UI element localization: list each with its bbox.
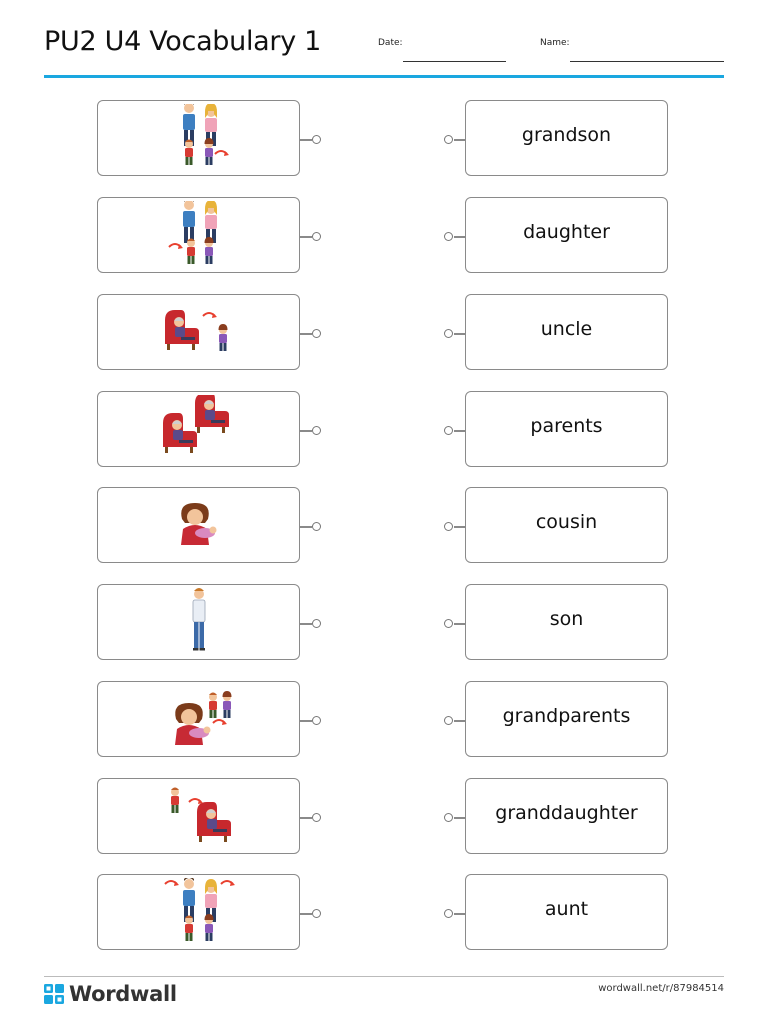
word-card-5[interactable] bbox=[465, 487, 668, 563]
woman-with-baby-picture bbox=[167, 491, 231, 559]
match-point-left-8[interactable] bbox=[312, 813, 321, 822]
wordwall-logo[interactable] bbox=[44, 982, 177, 1006]
footer-rule bbox=[44, 976, 724, 977]
match-point-right-9[interactable] bbox=[444, 909, 453, 918]
name-field-line[interactable] bbox=[570, 61, 724, 62]
match-point-left-5[interactable] bbox=[312, 522, 321, 531]
woman-with-children-picture bbox=[159, 685, 239, 753]
connector-line bbox=[300, 623, 312, 625]
picture-card-6[interactable] bbox=[97, 584, 300, 660]
word-label: parents bbox=[530, 415, 603, 437]
date-label: Date: bbox=[378, 38, 403, 48]
word-label: son bbox=[549, 608, 584, 630]
page-title: PU2 U4 Vocabulary 1 bbox=[44, 26, 322, 57]
word-card-8[interactable] bbox=[465, 778, 668, 854]
match-point-left-3[interactable] bbox=[312, 329, 321, 338]
picture-card-2[interactable] bbox=[97, 197, 300, 273]
wordwall-logo-icon bbox=[44, 984, 64, 1004]
date-field-line[interactable] bbox=[403, 61, 506, 62]
word-label: grandson bbox=[521, 124, 612, 146]
word-card-6[interactable] bbox=[465, 584, 668, 660]
picture-card-7[interactable] bbox=[97, 681, 300, 757]
word-label: grandparents bbox=[502, 705, 631, 727]
picture-card-1[interactable] bbox=[97, 100, 300, 176]
header-rule bbox=[44, 75, 724, 78]
match-point-left-9[interactable] bbox=[312, 909, 321, 918]
word-label: uncle bbox=[540, 318, 593, 340]
match-point-left-4[interactable] bbox=[312, 426, 321, 435]
match-point-right-8[interactable] bbox=[444, 813, 453, 822]
match-point-right-5[interactable] bbox=[444, 522, 453, 531]
young-man-picture bbox=[179, 586, 219, 658]
match-point-right-1[interactable] bbox=[444, 135, 453, 144]
word-label: granddaughter bbox=[495, 802, 638, 824]
boy-and-grandma-picture bbox=[159, 782, 239, 850]
connector-line bbox=[300, 333, 312, 335]
word-card-2[interactable] bbox=[465, 197, 668, 273]
word-card-9[interactable] bbox=[465, 874, 668, 950]
word-card-4[interactable] bbox=[465, 391, 668, 467]
word-card-7[interactable] bbox=[465, 681, 668, 757]
match-point-right-3[interactable] bbox=[444, 329, 453, 338]
connector-line bbox=[300, 720, 312, 722]
match-point-left-2[interactable] bbox=[312, 232, 321, 241]
picture-card-8[interactable] bbox=[97, 778, 300, 854]
connector-line bbox=[300, 526, 312, 528]
match-point-right-6[interactable] bbox=[444, 619, 453, 628]
family-picture bbox=[164, 201, 234, 269]
connector-line bbox=[300, 817, 312, 819]
activity-url[interactable]: wordwall.net/r/87984514 bbox=[598, 983, 724, 994]
word-label: daughter bbox=[523, 221, 610, 243]
family-picture bbox=[164, 104, 234, 172]
connector-line bbox=[300, 139, 312, 141]
word-card-1[interactable] bbox=[465, 100, 668, 176]
match-point-left-7[interactable] bbox=[312, 716, 321, 725]
match-point-right-2[interactable] bbox=[444, 232, 453, 241]
picture-card-5[interactable] bbox=[97, 487, 300, 563]
brand-name: Wordwall bbox=[69, 982, 177, 1006]
picture-card-3[interactable] bbox=[97, 294, 300, 370]
grandma-picture bbox=[157, 300, 241, 364]
name-label: Name: bbox=[540, 38, 570, 48]
match-point-left-1[interactable] bbox=[312, 135, 321, 144]
word-label: cousin bbox=[535, 511, 598, 533]
picture-card-9[interactable] bbox=[97, 874, 300, 950]
connector-line bbox=[300, 913, 312, 915]
word-card-3[interactable] bbox=[465, 294, 668, 370]
grandparents-picture bbox=[157, 395, 241, 463]
match-point-right-4[interactable] bbox=[444, 426, 453, 435]
connector-line bbox=[300, 236, 312, 238]
match-point-left-6[interactable] bbox=[312, 619, 321, 628]
connector-line bbox=[300, 430, 312, 432]
family-picture bbox=[162, 878, 236, 946]
word-label: aunt bbox=[544, 898, 589, 920]
match-point-right-7[interactable] bbox=[444, 716, 453, 725]
picture-card-4[interactable] bbox=[97, 391, 300, 467]
